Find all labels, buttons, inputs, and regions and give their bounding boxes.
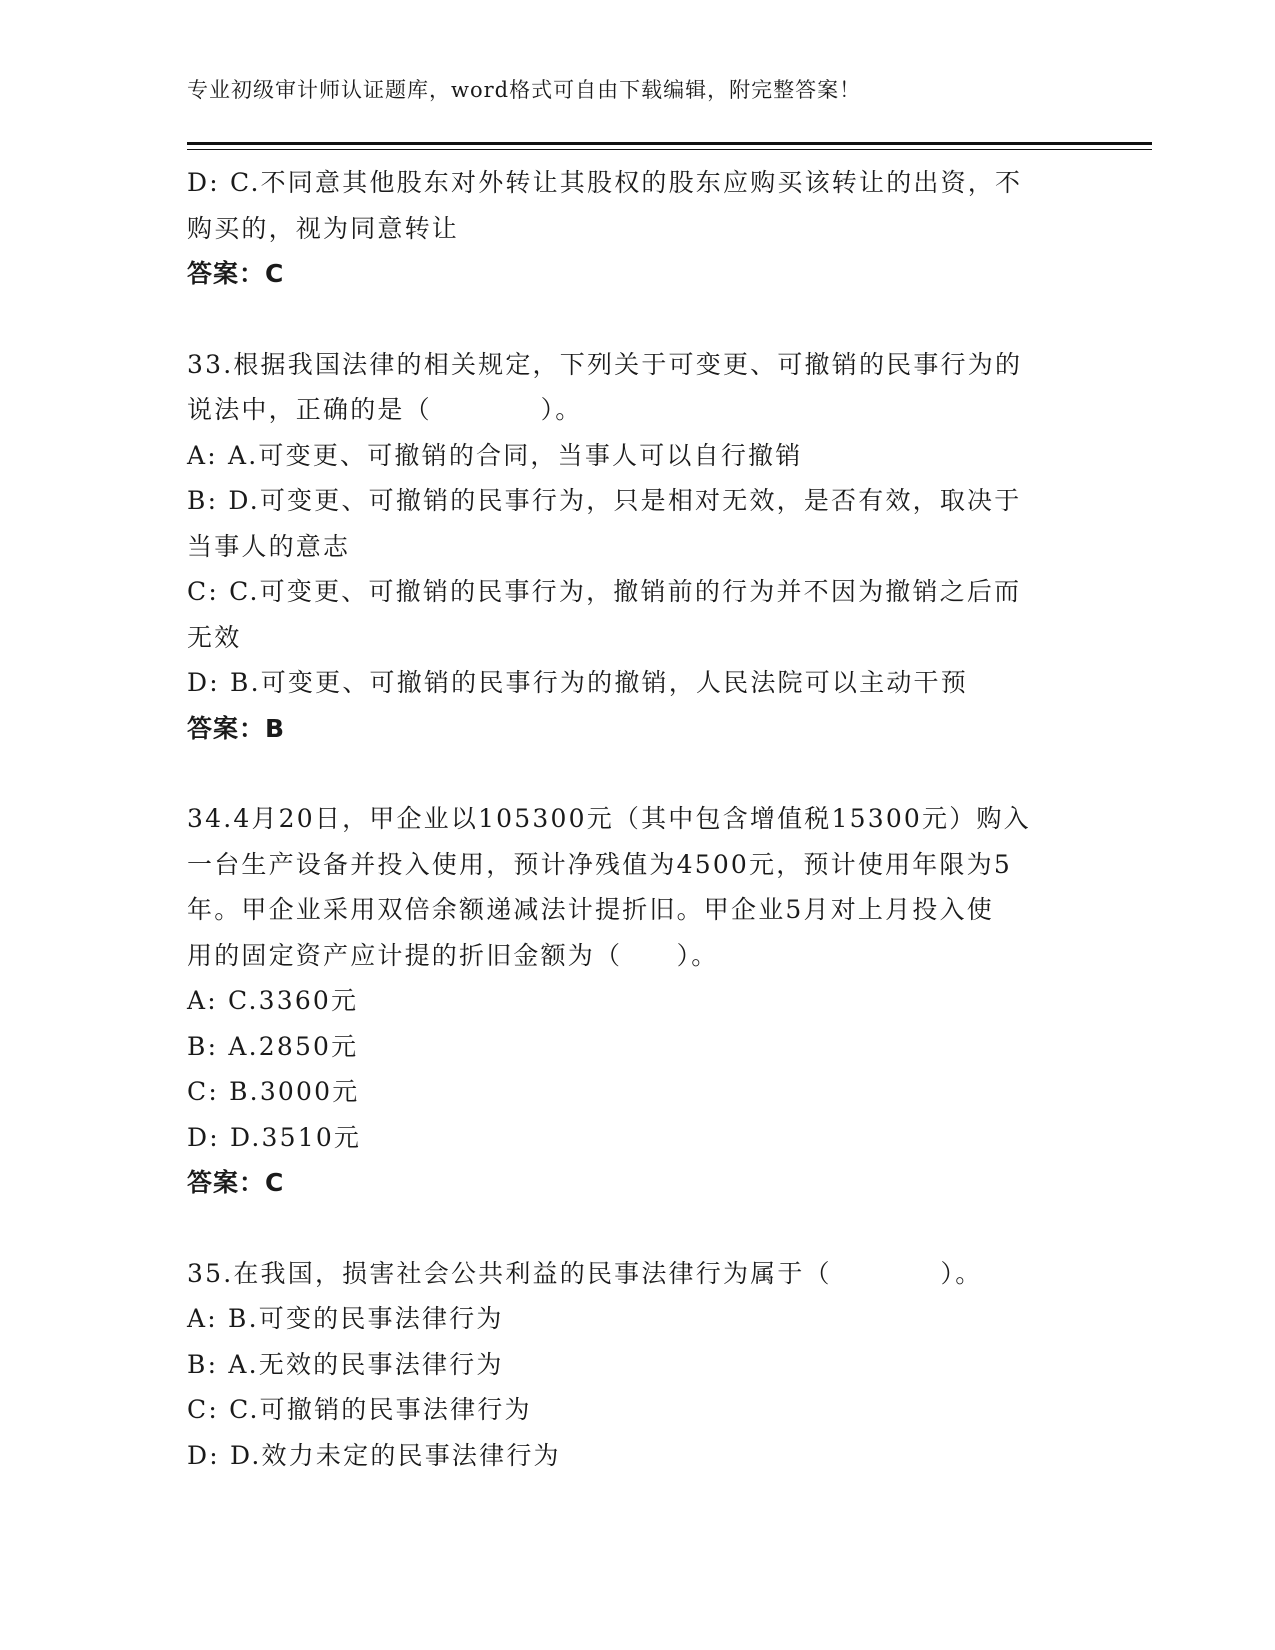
option-b-continued: 当事人的意志 [187, 531, 351, 561]
question-stem-line: 用的固定资产应计提的折旧金额为（ ）。 [187, 940, 719, 970]
answer-label: 答案：B [187, 713, 286, 743]
answer-label: 答案：C [187, 259, 285, 288]
option-d: D: D.3510元 [187, 1122, 362, 1152]
question-stem-line: 年。甲企业采用双倍余额递减法计提折旧。甲企业5月对上月投入使 [187, 895, 994, 924]
option-d: D: B.可变更、可撤销的民事行为的撤销，人民法院可以主动干预 [187, 668, 968, 697]
option-d-line: 购买的，视为同意转让 [187, 213, 460, 243]
question-35 [187, 1251, 1087, 1479]
question-34 [187, 796, 1087, 1206]
option-c: C: C.可变更、可撤销的民事行为，撤销前的行为并不因为撤销之后而 [187, 577, 1022, 606]
question-stem-line: 说法中，正确的是（ ）。 [187, 395, 583, 424]
question-stem-line: 33.根据我国法律的相关规定，下列关于可变更、可撤销的民事行为的 [187, 349, 1023, 379]
question-stem-line: 34.4月20日，甲企业以105300元（其中包含增值税15300元）购入 [187, 804, 1031, 833]
option-a: A: A.可变更、可撤销的合同，当事人可以自行撤销 [187, 440, 803, 470]
option-a: A: C.3360元 [187, 986, 359, 1015]
header-rule-thin [187, 149, 1152, 150]
document-body [187, 160, 1087, 1478]
option-b: B: A.2850元 [187, 1031, 359, 1061]
option-d: D: D.效力未定的民事法律行为 [187, 1440, 561, 1470]
page-header: 专业初级审计师认证题库，word格式可自由下载编辑，附完整答案！ [187, 78, 862, 102]
question-33 [187, 342, 1087, 752]
option-c-continued: 无效 [187, 622, 242, 652]
question-stem-line: 一台生产设备并投入使用，预计净残值为4500元，预计使用年限为5 [187, 849, 1012, 879]
option-d-line: D: C.不同意其他股东对外转让其股权的股东应购买该转让的出资，不 [187, 168, 1023, 197]
option-c: C: C.可撤销的民事法律行为 [187, 1395, 532, 1424]
answer-label: 答案：C [187, 1168, 285, 1197]
option-b: B: A.无效的民事法律行为 [187, 1349, 504, 1379]
header-rule-thick [187, 142, 1152, 145]
question-32-tail [187, 160, 1087, 297]
option-b: B: D.可变更、可撤销的民事行为，只是相对无效，是否有效，取决于 [187, 486, 1022, 515]
question-stem-line: 35.在我国，损害社会公共利益的民事法律行为属于（ ）。 [187, 1258, 983, 1288]
option-a: A: B.可变的民事法律行为 [187, 1304, 504, 1333]
option-c: C: B.3000元 [187, 1077, 360, 1106]
